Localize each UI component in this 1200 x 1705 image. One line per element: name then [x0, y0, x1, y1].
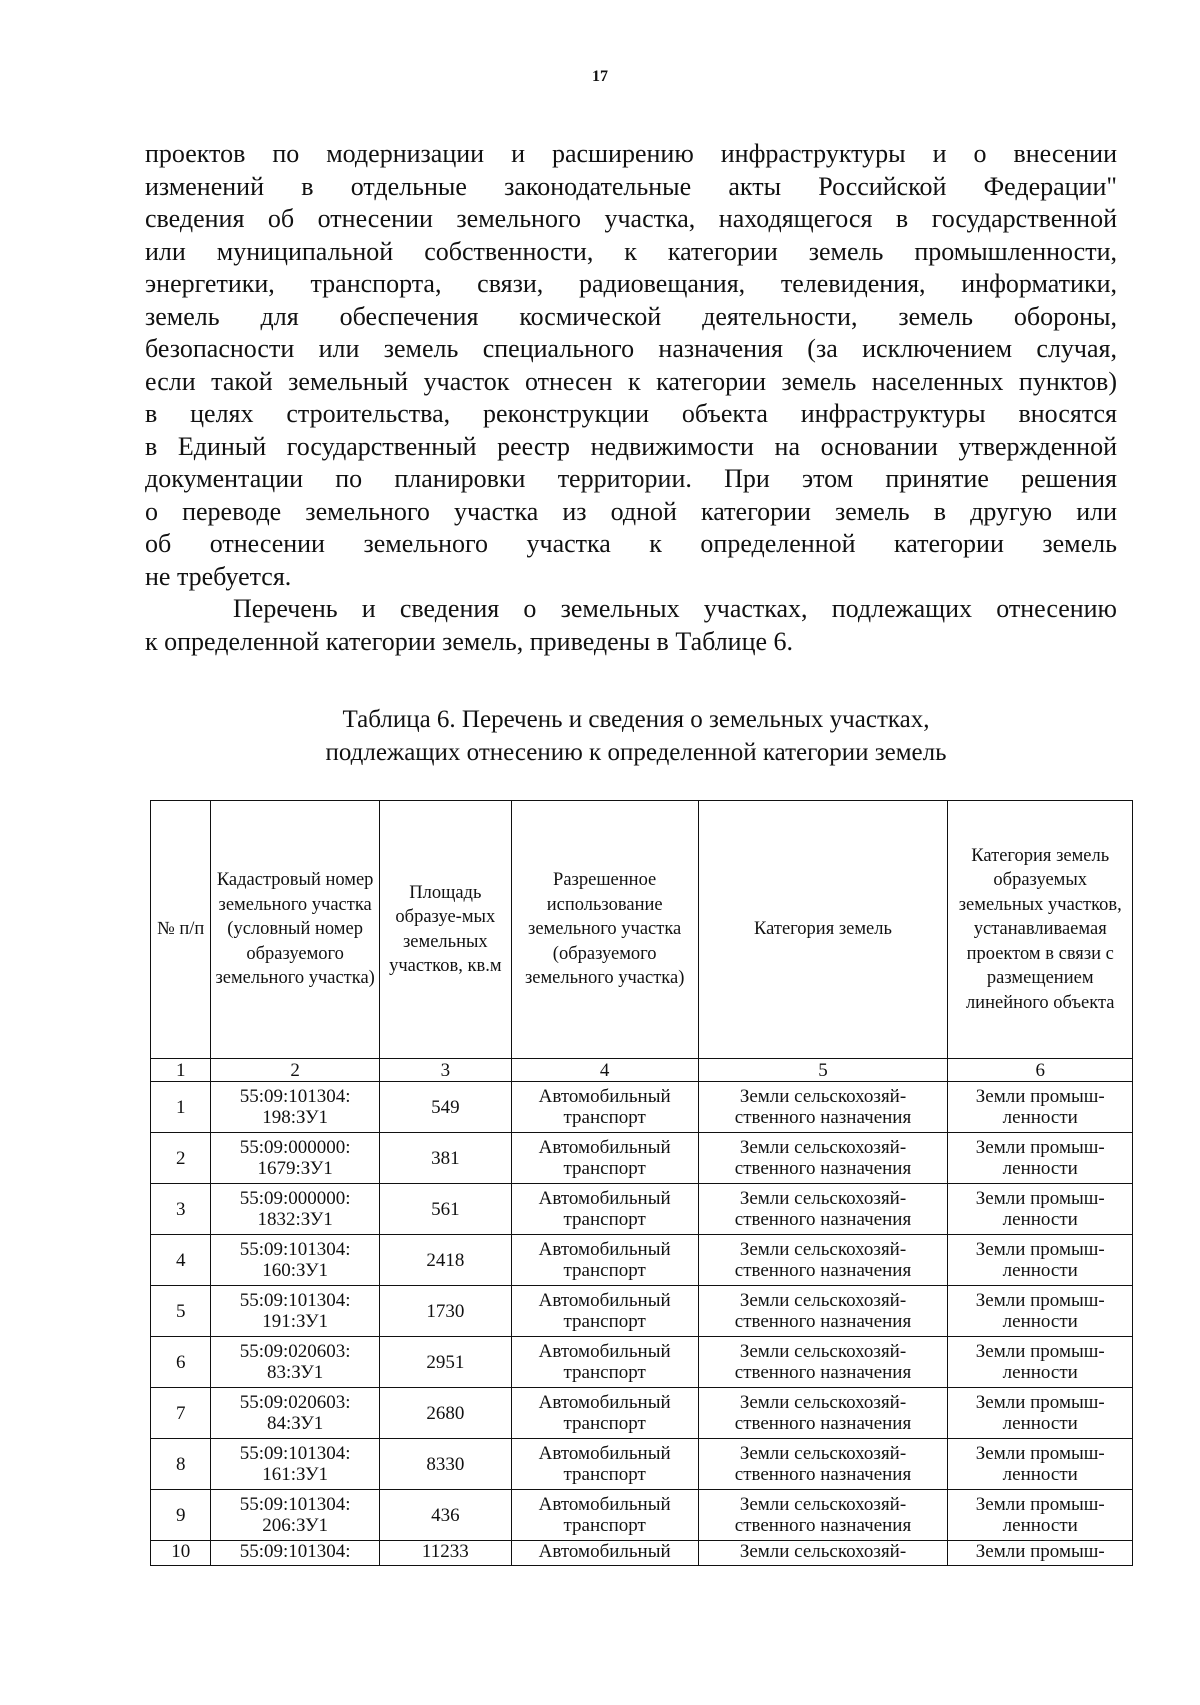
cell-land-category: Земли сельскохозяй- ственного назначения	[698, 1490, 948, 1541]
cell-number: 9	[151, 1490, 211, 1541]
cell-new-land-category: Земли промыш- ленности	[948, 1082, 1133, 1133]
cell-land-category: Земли сельскохозяй- ственного назначения	[698, 1388, 948, 1439]
text-line: не требуется.	[145, 561, 292, 591]
cell-number: 7	[151, 1388, 211, 1439]
cell-new-land-category: Земли промыш- ленности	[948, 1388, 1133, 1439]
table-row	[151, 1235, 1133, 1286]
cell-cadastral-number: 55:09:101304: 206:ЗУ1	[211, 1490, 379, 1541]
text-line: или муниципальной собственности, к категории земель промышленности,	[145, 236, 1117, 266]
cell-land-category: Земли сельскохозяй- ственного назначения	[698, 1082, 948, 1133]
cell-number: 2	[151, 1133, 211, 1184]
cell-area: 2418	[379, 1235, 511, 1286]
cell-cadastral-number: 55:09:101304: 191:ЗУ1	[211, 1286, 379, 1337]
cell-permitted-use: Автомобильный транспорт	[511, 1286, 698, 1337]
header-permitted-use: Разрешенное использование земельного участка (образуемого земельного участка)	[511, 801, 698, 1059]
column-number: 4	[511, 1059, 698, 1082]
cell-new-land-category: Земли промыш-	[948, 1541, 1133, 1566]
page-number: 17	[592, 68, 608, 85]
text-line: в Единый государственный реестр недвижимости на основании утвержденной	[145, 431, 1117, 461]
table-header-row	[151, 801, 1133, 1059]
table-row	[151, 1388, 1133, 1439]
cell-permitted-use: Автомобильный транспорт	[511, 1439, 698, 1490]
cell-area: 11233	[379, 1541, 511, 1566]
cell-land-category: Земли сельскохозяй- ственного назначения	[698, 1439, 948, 1490]
body-text	[145, 138, 1117, 658]
table-row	[151, 1439, 1133, 1490]
text-line: земель для обеспечения космической деятельности, земель обороны,	[145, 301, 1117, 331]
cell-area: 8330	[379, 1439, 511, 1490]
text-line: безопасности или земель специального назначения (за исключением случая,	[145, 334, 1117, 363]
text-line: к определенной категории земель, приведены в Таблице 6.	[145, 626, 794, 656]
header-area: Площадь образуе-мых земельных участков, кв.м	[379, 801, 511, 1059]
table-row	[151, 1541, 1133, 1566]
cell-area: 381	[379, 1133, 511, 1184]
header-land-category: Категория земель	[698, 801, 948, 1059]
cell-cadastral-number: 55:09:000000: 1832:ЗУ1	[211, 1184, 379, 1235]
table-row	[151, 1133, 1133, 1184]
cell-permitted-use: Автомобильный транспорт	[511, 1235, 698, 1286]
text-line: в целях строительства, реконструкции объекта инфраструктуры вносятся	[145, 399, 1117, 428]
cell-cadastral-number: 55:09:101304: 160:ЗУ1	[211, 1235, 379, 1286]
cell-land-category: Земли сельскохозяй- ственного назначения	[698, 1133, 948, 1184]
column-number: 1	[151, 1059, 211, 1082]
cell-area: 2680	[379, 1388, 511, 1439]
table-row	[151, 1286, 1133, 1337]
table-row	[151, 1490, 1133, 1541]
header-number: № п/п	[151, 801, 211, 1059]
text-line: о переводе земельного участка из одной категории земель в другую или	[145, 496, 1117, 526]
table-caption-line: подлежащих отнесению к определенной категории земель	[325, 739, 947, 766]
cell-permitted-use: Автомобильный	[511, 1541, 698, 1566]
cell-cadastral-number: 55:09:101304:	[211, 1541, 379, 1566]
cell-number: 1	[151, 1082, 211, 1133]
cell-number: 8	[151, 1439, 211, 1490]
cell-cadastral-number: 55:09:101304: 161:ЗУ1	[211, 1439, 379, 1490]
cell-cadastral-number: 55:09:020603: 83:ЗУ1	[211, 1337, 379, 1388]
text-line: Перечень и сведения о земельных участках, подлежащих отнесению	[233, 594, 1117, 623]
cell-new-land-category: Земли промыш- ленности	[948, 1439, 1133, 1490]
column-number: 5	[698, 1059, 948, 1082]
cell-number: 5	[151, 1286, 211, 1337]
cell-area: 561	[379, 1184, 511, 1235]
cell-new-land-category: Земли промыш- ленности	[948, 1235, 1133, 1286]
text-line: если такой земельный участок отнесен к категории земель населенных пунктов)	[145, 366, 1117, 396]
text-line: изменений в отдельные законодательные акты Российской Федерации"	[145, 171, 1117, 201]
column-number: 3	[379, 1059, 511, 1082]
column-number: 2	[211, 1059, 379, 1082]
cell-land-category: Земли сельскохозяй- ственного назначения	[698, 1235, 948, 1286]
cell-area: 2951	[379, 1337, 511, 1388]
table-caption-line: Таблица 6. Перечень и сведения о земельных участках,	[342, 706, 930, 733]
table-row	[151, 1184, 1133, 1235]
cell-permitted-use: Автомобильный транспорт	[511, 1184, 698, 1235]
cell-land-category: Земли сельскохозяй- ственного назначения	[698, 1184, 948, 1235]
column-number-row	[151, 1059, 1133, 1082]
table-caption	[145, 703, 1127, 769]
text-line: энергетики, транспорта, связи, радиовещания, телевидения, информатики,	[145, 269, 1117, 298]
cell-land-category: Земли сельскохозяй- ственного назначения	[698, 1337, 948, 1388]
cell-new-land-category: Земли промыш- ленности	[948, 1133, 1133, 1184]
cell-number: 4	[151, 1235, 211, 1286]
land-plots-table	[150, 800, 1133, 1566]
cell-permitted-use: Автомобильный транспорт	[511, 1337, 698, 1388]
cell-land-category: Земли сельскохозяй- ственного назначения	[698, 1286, 948, 1337]
cell-area: 436	[379, 1490, 511, 1541]
header-new-land-category: Категория земель образуемых земельных участков, устанавливаемая проектом в связи с размещением линейного объекта	[948, 801, 1133, 1059]
table-row	[151, 1082, 1133, 1133]
cell-new-land-category: Земли промыш- ленности	[948, 1337, 1133, 1388]
cell-new-land-category: Земли промыш- ленности	[948, 1184, 1133, 1235]
cell-new-land-category: Земли промыш- ленности	[948, 1286, 1133, 1337]
cell-cadastral-number: 55:09:000000: 1679:ЗУ1	[211, 1133, 379, 1184]
text-line: проектов по модернизации и расширению инфраструктуры и о внесении	[145, 139, 1117, 168]
text-line: сведения об отнесении земельного участка, находящегося в государственной	[145, 204, 1117, 233]
cell-permitted-use: Автомобильный транспорт	[511, 1082, 698, 1133]
cell-area: 1730	[379, 1286, 511, 1337]
cell-permitted-use: Автомобильный транспорт	[511, 1490, 698, 1541]
cell-new-land-category: Земли промыш- ленности	[948, 1490, 1133, 1541]
cell-number: 6	[151, 1337, 211, 1388]
table-row	[151, 1337, 1133, 1388]
cell-cadastral-number: 55:09:020603: 84:ЗУ1	[211, 1388, 379, 1439]
header-cadastral-number: Кадастровый номер земельного участка (условный номер образуемого земельного участка)	[211, 801, 379, 1059]
cell-number: 3	[151, 1184, 211, 1235]
column-number: 6	[948, 1059, 1133, 1082]
cell-area: 549	[379, 1082, 511, 1133]
text-line: об отнесении земельного участка к определенной категории земель	[145, 529, 1117, 558]
cell-number: 10	[151, 1541, 211, 1566]
cell-permitted-use: Автомобильный транспорт	[511, 1133, 698, 1184]
text-line: документации по планировки территории. При этом принятие решения	[145, 464, 1117, 493]
cell-cadastral-number: 55:09:101304: 198:ЗУ1	[211, 1082, 379, 1133]
cell-permitted-use: Автомобильный транспорт	[511, 1388, 698, 1439]
cell-land-category: Земли сельскохозяй-	[698, 1541, 948, 1566]
